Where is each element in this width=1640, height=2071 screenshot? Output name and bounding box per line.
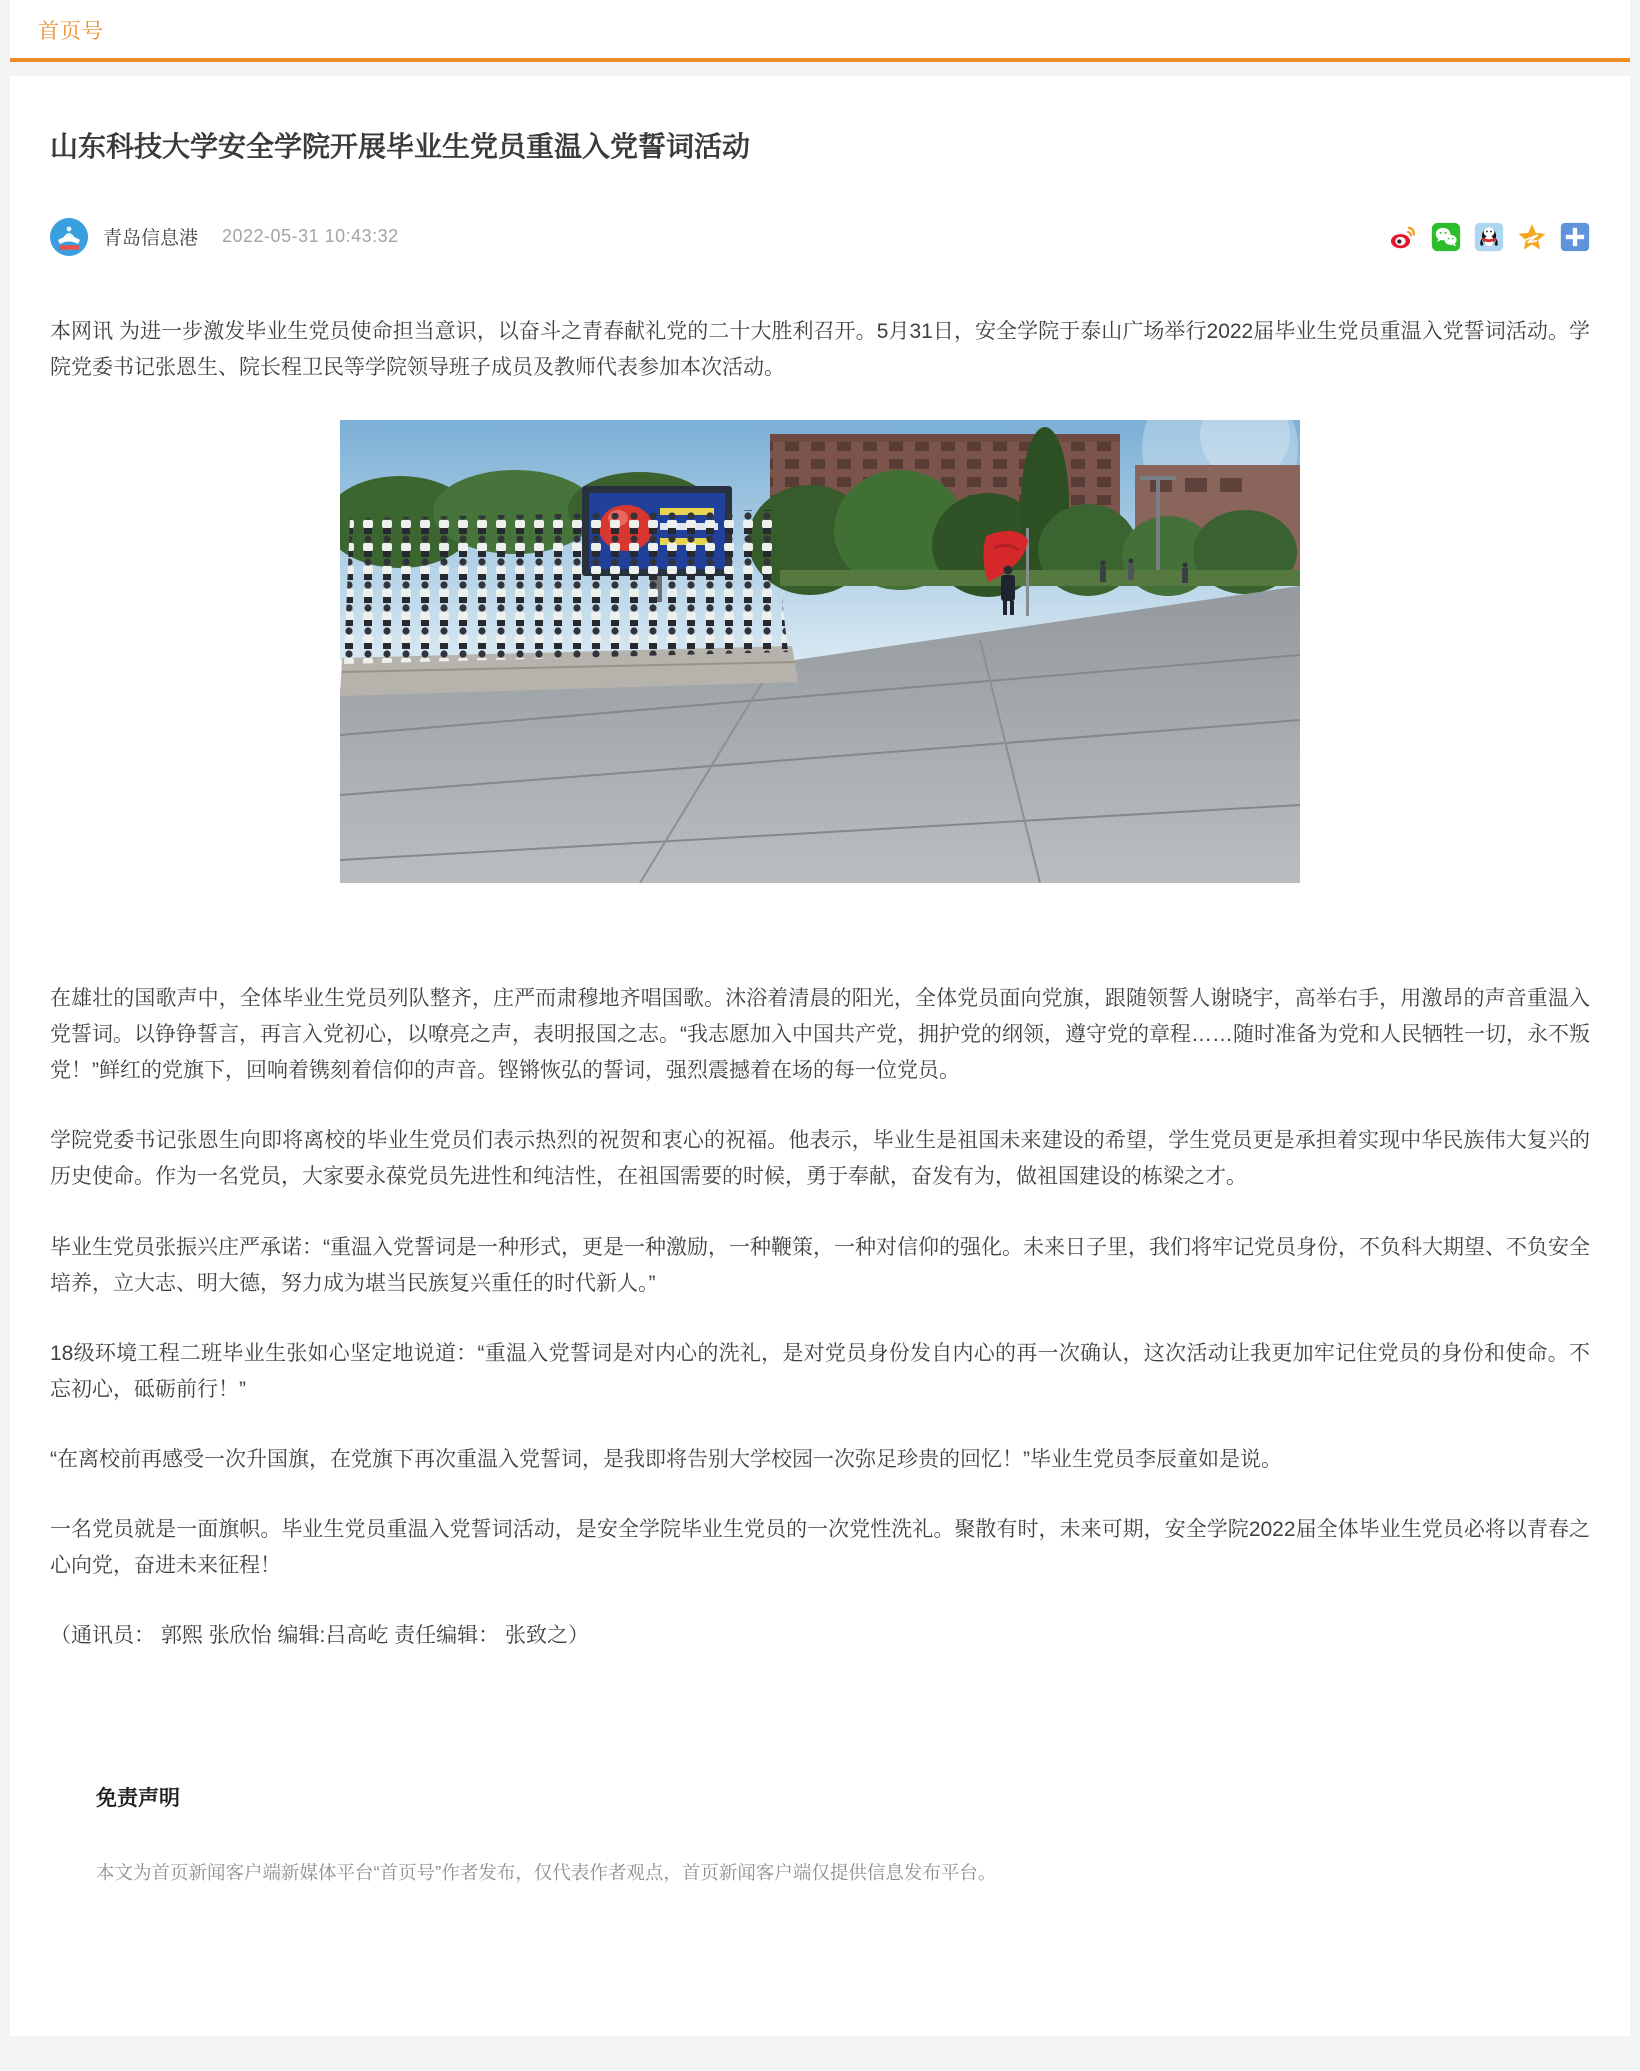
article-paragraph: 本网讯 为进一步激发毕业生党员使命担当意识，以奋斗之青春献礼党的二十大胜利召开。5月31日，安全学院于泰山广场举行2022届毕业生党员重温入党誓词活动。学院党委书记张恩生、院长程卫民等学院领导班子成员及教师代表参加本次活动。 [50,319,1590,379]
disclaimer-title: 免责声明 [96,1787,180,1811]
qq-icon[interactable] [1474,222,1504,252]
publish-timestamp: 2022-05-31 10:43:32 [222,226,399,247]
ceremony-photo-illustration [340,420,1300,883]
article-paragraph: 毕业生党员张振兴庄严承诺：“重温入党誓词是一种形式，更是一种激励，一种鞭策，一种对信仰的强化。未来日子里，我们将牢记党员身份，不负科大期望、不负安全培养，立大志、明大德，努力成为堪当民族复兴重任的时代新人。” [50,1235,1590,1295]
qzone-icon[interactable] [1517,222,1547,252]
author-avatar[interactable] [50,218,88,256]
paragraph-group-rest [50,981,1590,1654]
page-title: 山东科技大学安全学院开展毕业生党员重温入党誓词活动 [50,131,751,162]
article-paragraph: 学院党委书记张恩生向即将离校的毕业生党员们表示热烈的祝贺和衷心的祝福。他表示，毕业生是祖国未来建设的希望，学生党员更是承担着实现中华民族伟大复兴的历史使命。作为一名党员，大家要永葆党员先进性和纯洁性，在祖国需要的时候，勇于奉献，奋发有为，做祖国建设的栋梁之才。 [50,1129,1590,1189]
article-paragraph: 在雄壮的国歌声中，全体毕业生党员列队整齐，庄严而肃穆地齐唱国歌。沐浴着清晨的阳光，全体党员面向党旗，跟随领誓人谢晓宇，高举右手，用激昂的声音重温入党誓词。以铮铮誓言，再言入党初心，以嘹亮之声，表明报国之志。“我志愿加入中国共产党，拥护党的纲领，遵守党的章程……随时准备为党和人民牺牲一切，永不叛党！”鲜红的党旗下，回响着镌刻着信仰的声音。铿锵恢弘的誓词，强烈震撼着在场的每一位党员。 [50,987,1590,1083]
article-paragraph: 一名党员就是一面旗帜。毕业生党员重温入党誓词活动，是安全学院毕业生党员的一次党性洗礼。聚散有时，未来可期，安全学院2022届全体毕业生党员必将以青春之心向党，奋进未来征程！ [50,1518,1590,1578]
disclaimer-text: 本文为首页新闻客户端新媒体平台“首页号”作者发布，仅代表作者观点，首页新闻客户端仅提供信息发布平台。 [96,1862,997,1884]
article-paragraph: 18级环境工程二班毕业生张如心坚定地说道：“重温入党誓词是对内心的洗礼，是对党员身份发自内心的再一次确认，这次活动让我更加牢记住党员的身份和使命。不忘初心，砥砺前行！” [50,1341,1590,1401]
more-share-icon[interactable] [1560,222,1590,252]
article-photo[interactable] [340,420,1300,883]
article-paragraph: （通讯员： 郭熙 张欣怡 编辑:吕高屹 责任编辑： 张致之） [50,1624,590,1648]
wechat-icon[interactable] [1431,222,1461,252]
article-paragraph: “在离校前再感受一次升国旗，在党旗下再次重温入党誓词，是我即将告别大学校园一次弥足珍贵的回忆！”毕业生党员李辰童如是说。 [50,1448,1282,1471]
disclaimer-section [50,1782,1590,1888]
paragraph-group-top [50,314,1590,386]
author-name[interactable]: 青岛信息港 [103,228,199,250]
article-card [10,76,1630,2036]
site-header [10,0,1630,62]
share-toolbar [1388,222,1590,252]
author-row [50,218,1590,256]
weibo-icon[interactable] [1388,222,1418,252]
avatar-logo-icon [50,218,88,256]
site-brand-link[interactable]: 首页号 [38,20,104,43]
article-body [50,314,1590,1655]
